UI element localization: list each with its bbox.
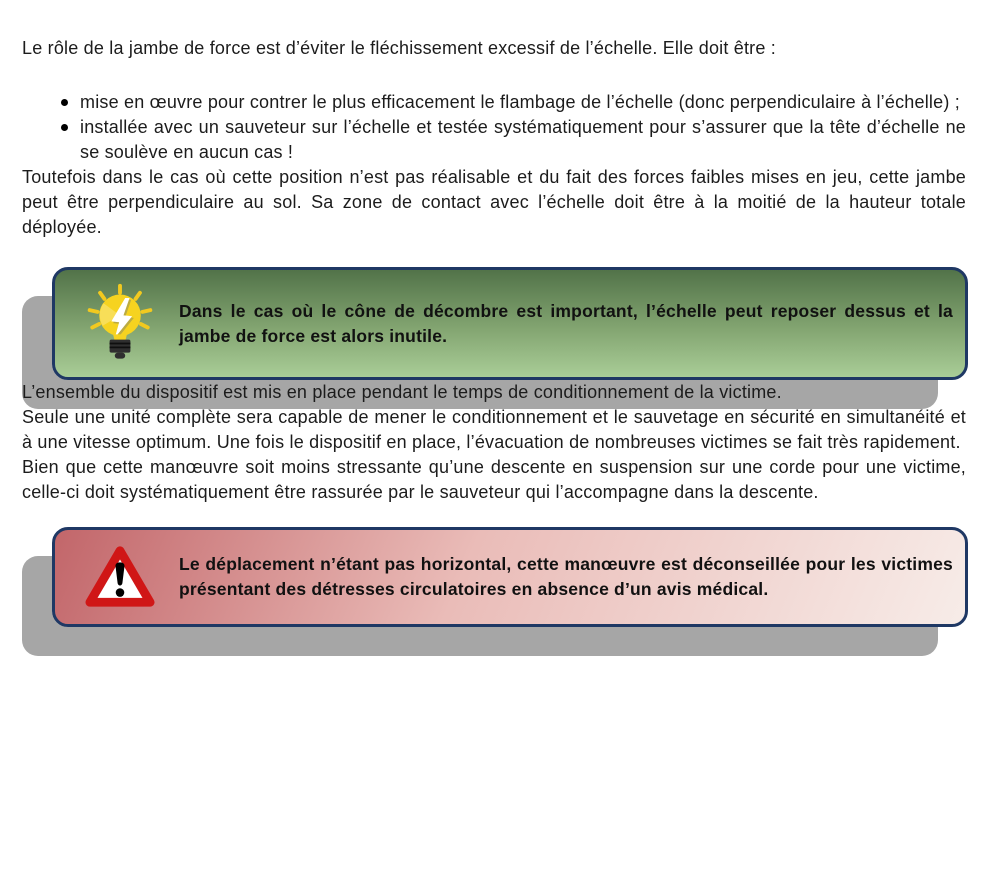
bullet-icon	[61, 99, 68, 106]
bullet-list	[22, 90, 966, 165]
paragraph-bien-que: Bien que cette manœuvre soit moins stressante qu’une descente en suspension sur une corde pour une victime, celle-ci doit systématiquement être rassurée par le sauveteur qui l’accompagne dans la descente.	[22, 457, 966, 502]
bullet-icon	[61, 124, 68, 131]
paragraph-role-jambe-de-force: Le rôle de la jambe de force est d’éviter le fléchissement excessif de l’échelle. Elle doit être :	[22, 38, 776, 58]
list-item	[80, 90, 966, 115]
list-item	[80, 115, 966, 165]
tip-callout	[52, 267, 968, 380]
warning-text: Le déplacement n’étant pas horizontal, cette manœuvre est déconseillée pour les victimes présentant des détresses circulatoires en absence d’un avis médical.	[179, 554, 953, 599]
tip-text: Dans le cas où le cône de décombre est important, l’échelle peut reposer dessus et la jambe de force est alors inutile.	[179, 300, 953, 346]
bullet-text-mise-en-oeuvre: mise en œuvre pour contrer le plus efficacement le flambage de l’échelle (donc perpendiculaire à l’échelle) ;	[80, 92, 960, 112]
paragraph-ensemble-dispositif: L’ensemble du dispositif est mis en place pendant le temps de conditionnement de la victime.	[22, 382, 782, 402]
warning-triangle-icon	[81, 544, 159, 610]
lightbulb-icon	[81, 282, 159, 366]
paragraph-seule-unite: Seule une unité complète sera capable de mener le conditionnement et le sauvetage en sécurité en simultanéité et à une vitesse optimum. Une fois le dispositif en place, l’évacuation de nombreuses victimes se fait très rapidement.	[22, 407, 966, 452]
paragraph-toutefois: Toutefois dans le cas où cette position n’est pas réalisable et du fait des forces faibles mises en jeu, cette jambe peut être perpendiculaire au sol. Sa zone de contact avec l’échelle doit être à la moitié de la hauteur totale déployée.	[22, 167, 966, 237]
warning-callout	[52, 527, 968, 627]
bullet-text-installee: installée avec un sauveteur sur l’échelle et testée systématiquement pour s’assurer que la tête d’échelle ne se soulève en aucun cas !	[80, 117, 966, 162]
